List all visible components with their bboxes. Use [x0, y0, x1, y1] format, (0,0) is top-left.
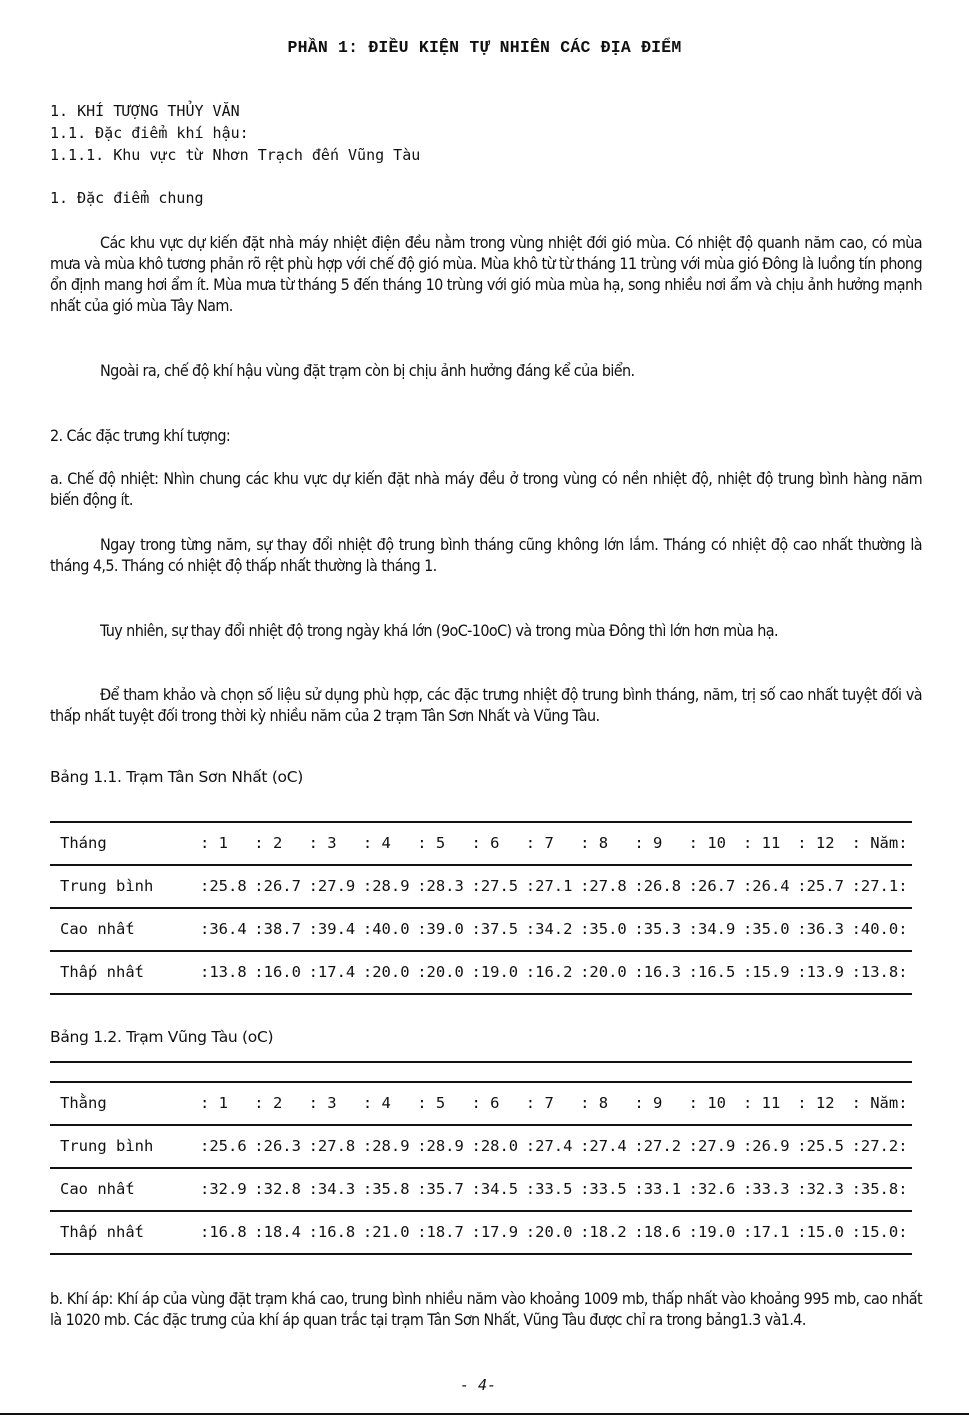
table-cell: :25.7: [797, 877, 844, 895]
row-cells: [200, 1223, 912, 1241]
table-cell: :27.5: [471, 877, 519, 895]
table-cell: :26.7: [254, 877, 301, 895]
table-cell: :36.4: [200, 920, 247, 938]
column-header: : 5: [417, 834, 446, 852]
page-title: PHẦN 1: ĐIỀU KIỆN TỰ NHIÊN CÁC ĐỊA ĐIỂM: [287, 38, 682, 57]
table-cell: :27.4: [525, 1137, 573, 1155]
column-header: : 10: [688, 1094, 726, 1112]
column-header: : 11: [742, 1094, 781, 1112]
column-header: : 1: [200, 1094, 228, 1112]
table-cell: :34.9: [688, 920, 736, 938]
table-row: [50, 866, 912, 906]
heading-1-1-1: 1.1.1. Khu vực từ Nhơn Trạch đến Vũng Tàu: [50, 146, 421, 164]
column-header: : 6: [471, 834, 500, 852]
row-cells: [200, 877, 912, 895]
table-cell: :28.0: [471, 1137, 519, 1155]
table-cell: :39.0: [417, 920, 464, 938]
table-cell: :28.9: [362, 877, 410, 895]
column-header: : 4: [362, 834, 391, 852]
column-header: : Năm:: [851, 834, 908, 852]
table-cell: :27.4: [580, 1137, 627, 1155]
column-header: : 2: [254, 834, 283, 852]
column-header: : 9: [634, 1094, 663, 1112]
table-header-row: [50, 1083, 912, 1123]
table-cell: :37.5: [471, 920, 519, 938]
table-cell: :17.9: [471, 1223, 519, 1241]
table-cell: :27.2:: [851, 1137, 908, 1155]
column-header: : 8: [580, 1094, 609, 1112]
table-row: [50, 952, 912, 992]
table-cell: :20.0: [417, 963, 464, 981]
table-cell: :26.3: [254, 1137, 301, 1155]
table-cell: :18.4: [254, 1223, 301, 1241]
table-top-rule-outer: [50, 1061, 912, 1063]
table-cell: :16.8: [308, 1223, 356, 1241]
row-label: Cao nhất: [60, 1180, 135, 1198]
table-cell: :38.7: [254, 920, 301, 938]
table-cell: :34.2: [525, 920, 573, 938]
table-cell: :18.2: [580, 1223, 627, 1241]
table-cell: :20.0: [580, 963, 627, 981]
column-header: : 10: [688, 834, 726, 852]
table-header-row: [50, 823, 912, 863]
table-cell: :32.6: [688, 1180, 736, 1198]
column-header: : 7: [525, 834, 554, 852]
column-header: : 9: [634, 834, 663, 852]
column-header: : 8: [580, 834, 609, 852]
column-header: : 3: [308, 834, 337, 852]
table-cell: :27.8: [580, 877, 627, 895]
paragraph-reference: Để tham khảo và chọn số liệu sử dụng phù hợp, các đặc trưng nhiệt độ trung bình tháng, năm, trị số cao nhất tuyệt đối và thấp nhất tuyệt đối trong thời kỳ nhiều năm của 2 trạm Tân Sơn Nhất và Vũng Tàu.: [50, 685, 922, 725]
table-cell: :27.9: [688, 1137, 736, 1155]
row-label: Cao nhất: [60, 920, 135, 938]
table-cell: :40.0:: [851, 920, 908, 938]
table-cell: :13.8: [200, 963, 247, 981]
table-cell: :27.8: [308, 1137, 356, 1155]
row-cells: [200, 963, 912, 981]
table-cell: :21.0: [362, 1223, 410, 1241]
table-cell: :15.9: [742, 963, 790, 981]
table-cell: :28.9: [417, 1137, 464, 1155]
table-cell: :15.0:: [851, 1223, 908, 1241]
heading-general-features: 1. Đặc điểm chung: [50, 189, 204, 207]
row-cells: [200, 1137, 912, 1155]
row-cells: [200, 1094, 912, 1112]
row-cells: [200, 834, 912, 852]
table-row: [50, 1126, 912, 1166]
table-cell: :26.4: [742, 877, 790, 895]
column-header: : 12: [797, 834, 835, 852]
table-cell: :27.1:: [851, 877, 908, 895]
table-cell: :19.0: [688, 1223, 736, 1241]
table-cell: :26.7: [688, 877, 736, 895]
table-cell: :26.8: [634, 877, 682, 895]
column-header: : Năm:: [851, 1094, 908, 1112]
table-cell: :40.0: [362, 920, 410, 938]
table-cell: :20.0: [362, 963, 410, 981]
table-cell: :33.5: [580, 1180, 627, 1198]
table-row-rule: [50, 993, 912, 995]
table-cell: :16.8: [200, 1223, 247, 1241]
table-cell: :13.8:: [851, 963, 908, 981]
table-cell: :17.1: [742, 1223, 790, 1241]
table-cell: :16.5: [688, 963, 736, 981]
table-cell: :15.0: [797, 1223, 844, 1241]
column-header: : 7: [525, 1094, 554, 1112]
table-cell: :19.0: [471, 963, 519, 981]
row-label: Trung bình: [60, 1137, 154, 1155]
table-2-caption: Bảng 1.2. Trạm Vũng Tàu (oC): [50, 1028, 274, 1046]
table-cell: :27.9: [308, 877, 356, 895]
table-cell: :20.0: [525, 1223, 573, 1241]
header-label: Tháng: [60, 834, 107, 852]
table-cell: :33.3: [742, 1180, 790, 1198]
page-number: - 4-: [460, 1376, 497, 1394]
table-row-rule: [50, 1253, 912, 1255]
column-header: : 6: [471, 1094, 500, 1112]
table-cell: :25.6: [200, 1137, 247, 1155]
table-cell: :16.2: [525, 963, 573, 981]
heading-meteorological-features: 2. Các đặc trưng khí tượng:: [50, 426, 231, 445]
table-cell: :35.0: [580, 920, 627, 938]
column-header: : 5: [417, 1094, 446, 1112]
paragraph-monthly-variation: Ngay trong từng năm, sự thay đổi nhiệt độ trung bình tháng cũng không lớn lắm. Tháng có nhiệt độ cao nhất thường là tháng 4,5. Tháng có nhiệt độ thấp nhất thường là tháng 1.: [50, 535, 922, 575]
row-label: Thấp nhất: [60, 1223, 144, 1241]
table-cell: :17.4: [308, 963, 356, 981]
row-cells: [200, 920, 912, 938]
table-cell: :32.8: [254, 1180, 301, 1198]
row-label: Thấp nhất: [60, 963, 144, 981]
table-cell: :25.5: [797, 1137, 844, 1155]
table-cell: :16.3: [634, 963, 682, 981]
column-header: : 1: [200, 834, 228, 852]
table-cell: :27.1: [525, 877, 573, 895]
table-cell: :34.3: [308, 1180, 356, 1198]
table-cell: :28.3: [417, 877, 464, 895]
table-cell: :32.3: [797, 1180, 844, 1198]
table-row: [50, 909, 912, 949]
table-cell: :35.7: [417, 1180, 464, 1198]
column-header: : 11: [742, 834, 781, 852]
table-row: [50, 1212, 912, 1252]
row-cells: [200, 1180, 912, 1198]
table-cell: :35.8:: [851, 1180, 908, 1198]
table-cell: :25.8: [200, 877, 247, 895]
paragraph-air-pressure: b. Khí áp: Khí áp của vùng đặt trạm khá cao, trung bình nhiều năm vào khoảng 1009 mb, thấp nhất vào khoảng 995 mb, cao nhất là 1020 mb. Các đặc trưng của khí áp quan trắc tại trạm Tân Sơn Nhất, Vũng Tàu được chỉ ra trong bảng1.3 và1.4.: [50, 1289, 922, 1329]
table-cell: :34.5: [471, 1180, 519, 1198]
column-header: : 12: [797, 1094, 835, 1112]
paragraph-climate-overview: Các khu vực dự kiến đặt nhà máy nhiệt điện đều nằm trong vùng nhiệt đới gió mùa. Có nhiệt độ quanh năm cao, có mùa mưa và mùa khô tương phản rõ rệt phù hợp với chế độ gió mùa. Mùa khô từ từ tháng 11 trùng với mùa gió Đông là luồng tín phong ổn định mang hơi ẩm ít. Mùa mưa từ tháng 5 đến tháng 10 trùng với gió mùa mùa hạ, song nhiều nơi ẩm và chịu ảnh hưởng mạnh nhất của gió mùa Tây Nam.: [50, 233, 922, 315]
paragraph-temperature-regime: a. Chế độ nhiệt: Nhìn chung các khu vực dự kiến đặt nhà máy đều ở trong vùng có nền nhiệt độ, nhiệt độ trung bình hàng năm biến động ít.: [50, 469, 922, 509]
table-1-caption: Bảng 1.1. Trạm Tân Sơn Nhất (oC): [50, 768, 304, 786]
table-cell: :33.5: [525, 1180, 573, 1198]
table-cell: :16.0: [254, 963, 301, 981]
table-cell: :32.9: [200, 1180, 247, 1198]
table-cell: :39.4: [308, 920, 356, 938]
column-header: : 2: [254, 1094, 283, 1112]
table-cell: :26.9: [742, 1137, 790, 1155]
table-cell: :28.9: [362, 1137, 410, 1155]
table-cell: :27.2: [634, 1137, 682, 1155]
paragraph-sea-influence: Ngoài ra, chế độ khí hậu vùng đặt trạm còn bị chịu ảnh hưởng đáng kể của biển.: [100, 361, 635, 380]
table-cell: :36.3: [797, 920, 844, 938]
header-label: Thằng: [60, 1094, 107, 1112]
table-cell: :18.7: [417, 1223, 464, 1241]
table-cell: :18.6: [634, 1223, 682, 1241]
column-header: : 4: [362, 1094, 391, 1112]
row-label: Trung bình: [60, 877, 154, 895]
table-cell: :35.3: [634, 920, 682, 938]
table-row: [50, 1169, 912, 1209]
table-cell: :33.1: [634, 1180, 682, 1198]
table-cell: :35.8: [362, 1180, 410, 1198]
table-cell: :13.9: [797, 963, 844, 981]
column-header: : 3: [308, 1094, 337, 1112]
paragraph-daily-variation: Tuy nhiên, sự thay đổi nhiệt độ trong ngày khá lớn (9oC-10oC) và trong mùa Đông thì lớn hơn mùa hạ.: [100, 621, 778, 640]
heading-1: 1. KHÍ TƯỢNG THỦY VĂN: [50, 102, 240, 120]
table-cell: :35.0: [742, 920, 790, 938]
heading-1-1: 1.1. Đặc điểm khí hậu:: [50, 124, 249, 142]
